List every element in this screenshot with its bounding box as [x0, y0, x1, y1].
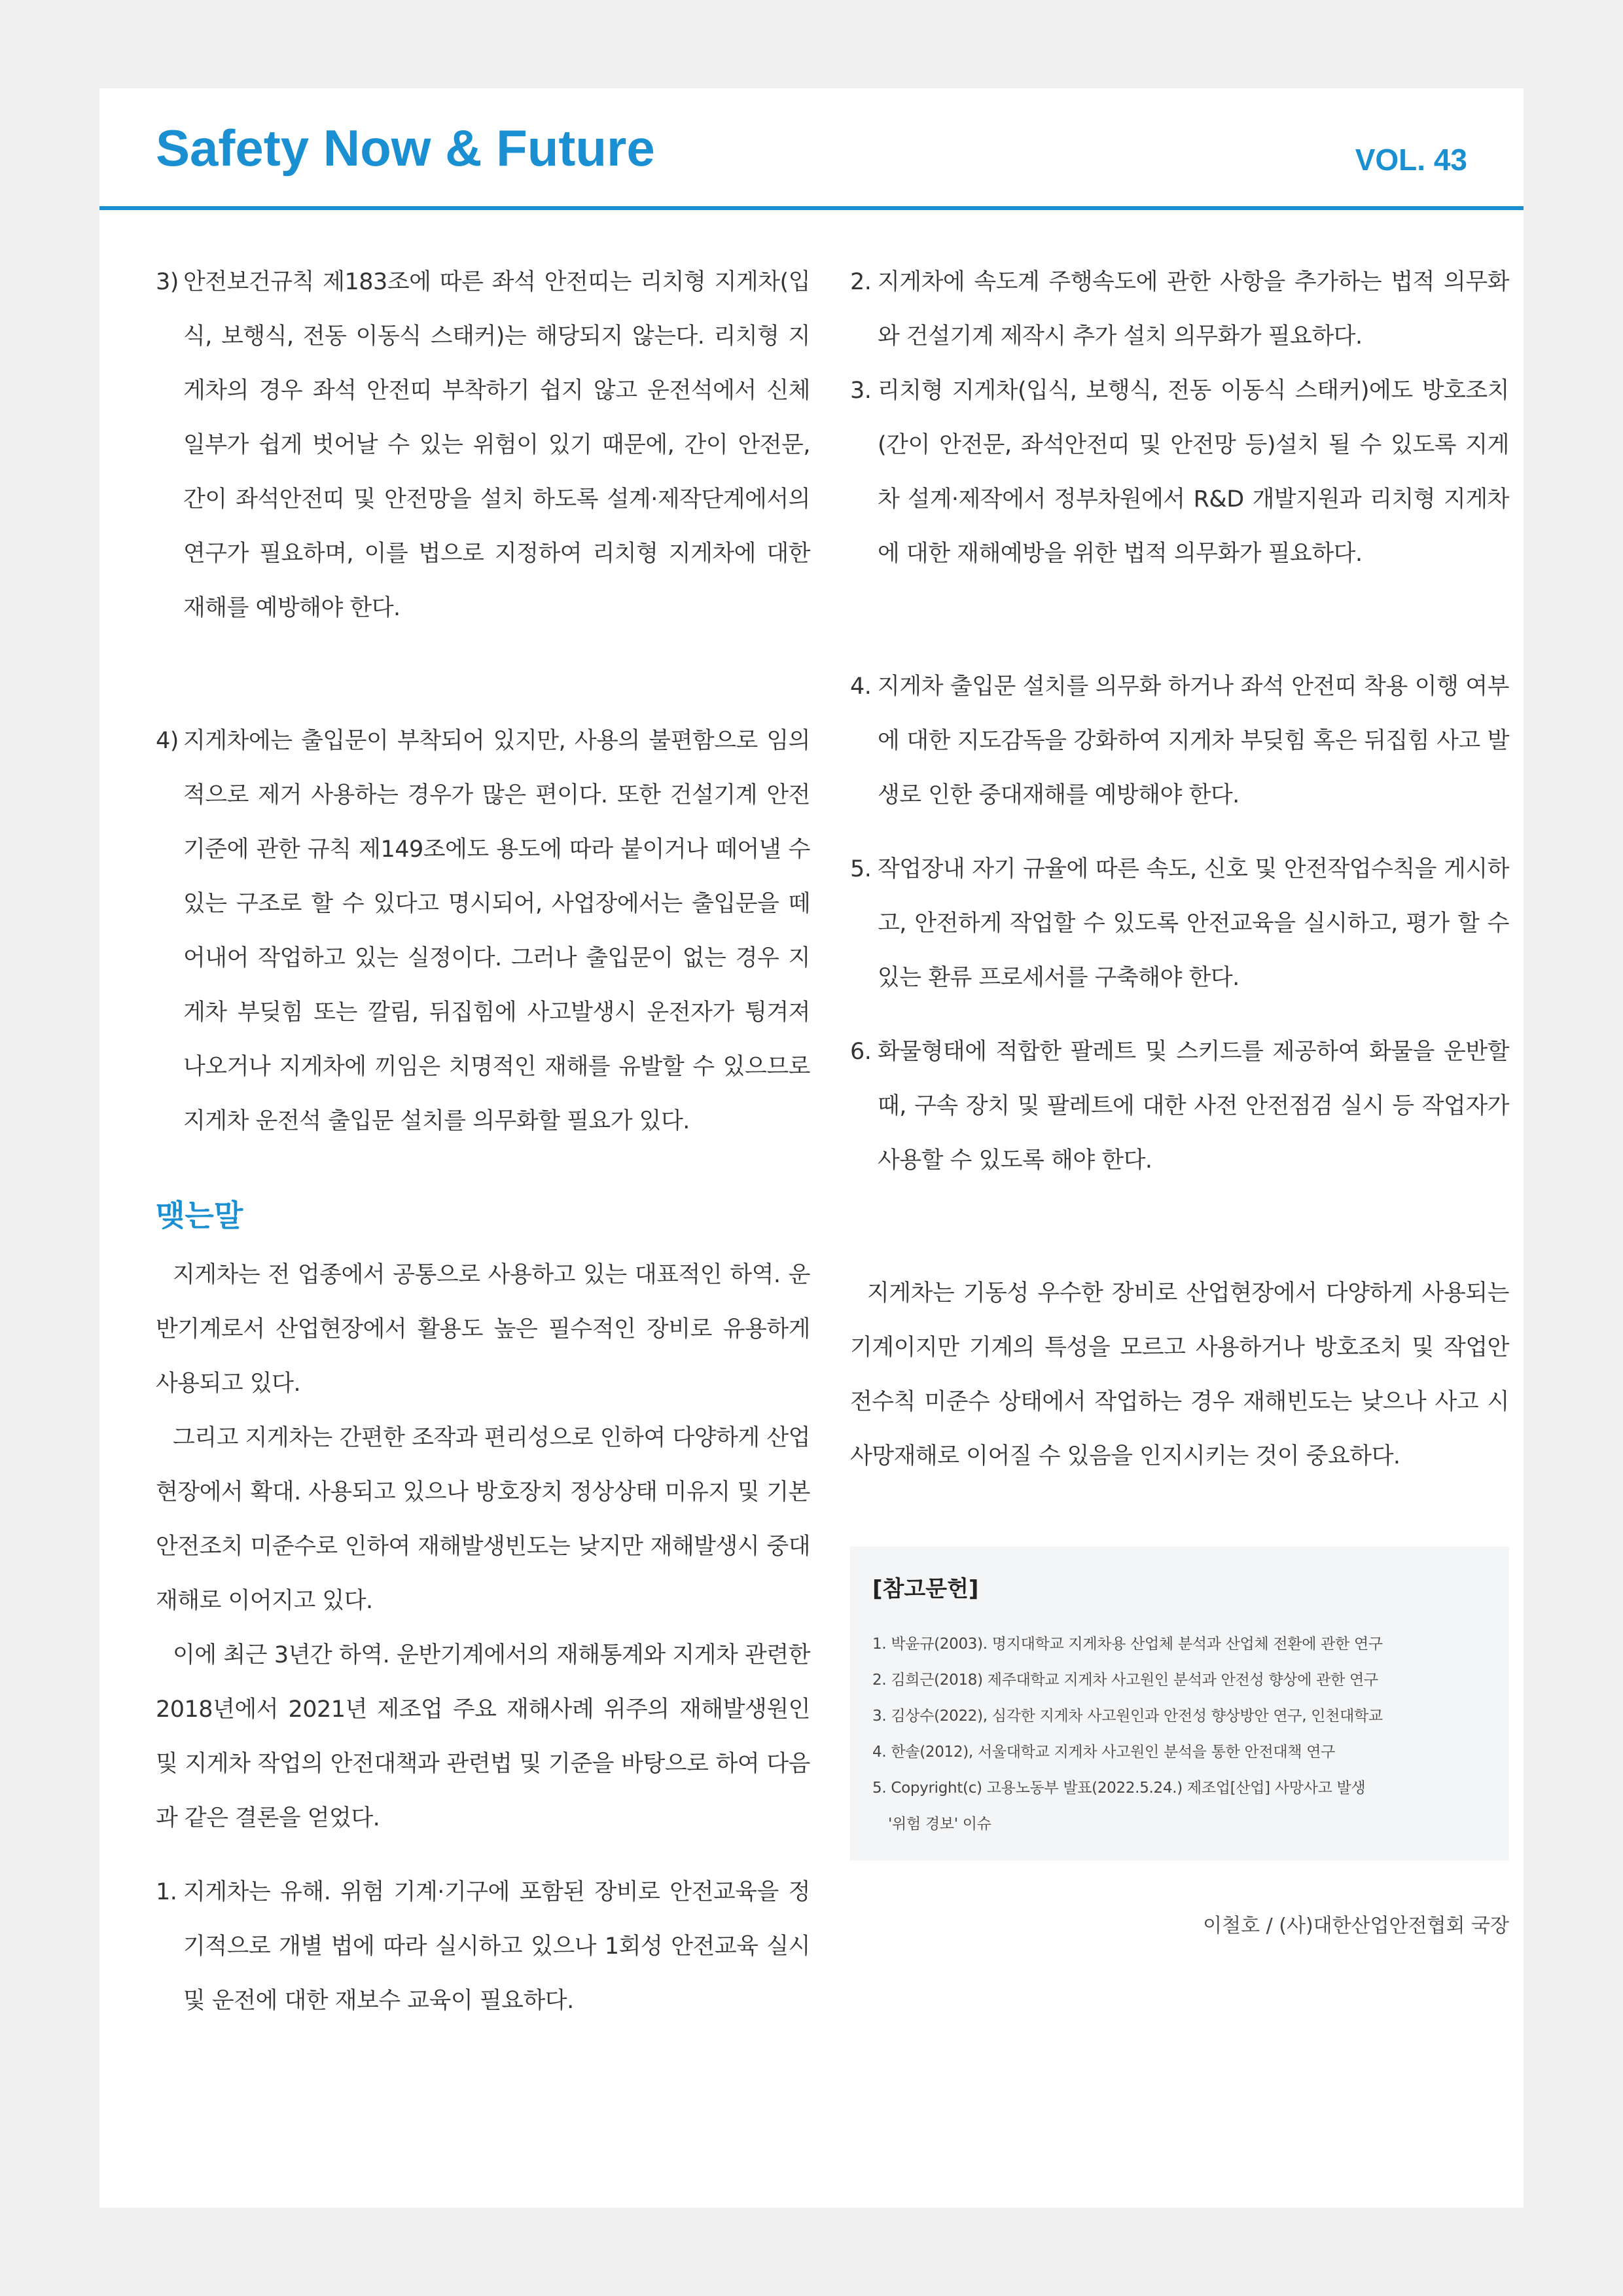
paragraph: 지게차는 전 업종에서 공통으로 사용하고 있는 대표적인 하역. 운반기계로서 산업현장에서 활용도 높은 필수적인 장비로 유용하게 사용되고 있다. — [156, 1262, 810, 1397]
right-column — [850, 255, 1509, 1946]
conclusion-item-2 — [850, 255, 1509, 364]
conclusion-item-3 — [850, 364, 1509, 581]
volume-number: VOL. 43 — [1355, 143, 1467, 177]
item-number: 2. — [850, 269, 872, 295]
item-text: 지게차는 유해. 위험 기계·기구에 포함된 장비로 안전교육을 정기적으로 개별 법에 따라 실시하고 있으나 1회성 안전교육 실시 및 운전에 대한 재보수 교육이 필요하다. — [183, 1879, 810, 2014]
item-number: 6. — [850, 1039, 872, 1065]
left-column — [156, 255, 810, 2028]
item-text: 지게차에는 출입문이 부착되어 있지만, 사용의 불편함으로 임의적으로 제거 사용하는 경우가 많은 편이다. 또한 건설기계 안전기준에 관한 규칙 제149조에도 용도에 따라 붙이거나 떼어낼 수 있는 구조로 할 수 있다고 명시되어, 사업장에서는 출입문을 떼어내어 작업하고 있는 실정이다. 그러나 출입문이 없는 경우 지게차 부딪힘 또는 깔림, 뒤집힘에 사고발생시 운전자가 튕겨져 나오거나 지게차에 끼임은 치명적인 재해를 유발할 수 있으므로 지게차 운전석 출입문 설치를 의무화할 필요가 있다. — [183, 728, 810, 1134]
reference-item: 2. 김희근(2018) 제주대학교 지게차 사고원인 분석과 안전성 향상에 관한 연구 — [872, 1672, 1378, 1689]
item-number: 4. — [850, 673, 872, 700]
page — [99, 88, 1524, 2208]
reference-item: 4. 한솔(2012), 서울대학교 지게차 사고원인 분석을 통한 안전대책 연구 — [872, 1744, 1336, 1761]
item-text: 안전보건규칙 제183조에 따른 좌석 안전띠는 리치형 지게차(입식, 보행식, 전동 이동식 스태커)는 해당되지 않는다. 리치형 지게차의 경우 좌석 안전띠 부착하기 쉽지 않고 운전석에서 신체 일부가 쉽게 벗어날 수 있는 위험이 있기 때문에, 간이 안전문, 간이 좌석안전띠 및 안전망을 설치 하도록 설계·제작단계에서의 연구가 필요하며, 이를 법으로 지정하여 리치형 지게차에 대한 재해를 예방해야 한다. — [183, 269, 810, 621]
magazine-title: Safety Now & Future — [156, 119, 655, 177]
conclusion-item-6 — [850, 1025, 1509, 1188]
reference-item: 3. 김상수(2022), 심각한 지게차 사고원인과 안전성 향상방안 연구, 인천대학교 — [872, 1708, 1383, 1725]
item-number: 3. — [850, 378, 872, 404]
item-number: 3) — [156, 269, 179, 295]
section-heading-conclusion: 맺는말 — [156, 1198, 243, 1233]
item-number: 4) — [156, 728, 179, 754]
reference-item: 5. Copyright(c) 고용노동부 발표(2022.5.24.) 제조업[산업] 사망사고 발생 — [872, 1780, 1366, 1797]
item-number: 1. — [156, 1879, 177, 1905]
references-title: [참고문헌] — [872, 1576, 979, 1602]
author-credit: 이철호 / (사)대한산업안전협회 국장 — [1203, 1914, 1509, 1937]
list-item-3 — [156, 255, 810, 636]
item-text: 작업장내 자기 규율에 따른 속도, 신호 및 안전작업수칙을 게시하고, 안전하게 작업할 수 있도록 안전교육을 실시하고, 평가 할 수 있는 환류 프로세서를 구축해야 한다. — [878, 856, 1509, 991]
paragraph: 그리고 지게차는 간편한 조작과 편리성으로 인하여 다양하게 산업현장에서 확대. 사용되고 있으나 방호장치 정상상태 미유지 및 기본안전조치 미준수로 인하여 재해발생빈도는 낮지만 재해발생시 중대재해로 이어지고 있다. — [156, 1425, 810, 1614]
item-text: 리치형 지게차(입식, 보행식, 전동 이동식 스태커)에도 방호조치(간이 안전문, 좌석안전띠 및 안전망 등)설치 될 수 있도록 지게차 설계·제작에서 정부차원에서 R&D 개발지원과 리치형 지게차에 대한 재해예방을 위한 법적 의무화가 필요하다. — [878, 378, 1509, 567]
reference-item: 1. 박윤규(2003). 명지대학교 지게차용 산업체 분석과 산업체 전환에 관한 연구 — [872, 1636, 1383, 1653]
item-text: 지게차에 속도계 주행속도에 관한 사항을 추가하는 법적 의무화와 건설기계 제작시 추가 설치 의무화가 필요하다. — [878, 269, 1509, 350]
reference-item-continued: '위험 경보' 이슈 — [888, 1816, 991, 1833]
conclusion-item-1 — [156, 1865, 810, 2028]
page-header — [99, 88, 1524, 210]
item-text: 화물형태에 적합한 팔레트 및 스키드를 제공하여 화물을 운반할 때, 구속 장치 및 팔레트에 대한 사전 안전점검 실시 등 작업자가 사용할 수 있도록 해야 한다. — [878, 1039, 1509, 1174]
references-box — [850, 1547, 1509, 1861]
closing-paragraph: 지게차는 기동성 우수한 장비로 산업현장에서 다양하게 사용되는 기계이지만 기계의 특성을 모르고 사용하거나 방호조치 및 작업안전수칙 미준수 상태에서 작업하는 경우 재해빈도는 낮으나 사고 시 사망재해로 이어질 수 있음을 인지시키는 것이 중요하다. — [850, 1280, 1509, 1469]
conclusion-item-4 — [850, 660, 1509, 823]
paragraph: 이에 최근 3년간 하역. 운반기계에서의 재해통계와 지게차 관련한 2018년에서 2021년 제조업 주요 재해사례 위주의 재해발생원인 및 지게차 작업의 안전대책과 관련법 및 기준을 바탕으로 하여 다음과 같은 결론을 얻었다. — [156, 1642, 810, 1831]
item-text: 지게차 출입문 설치를 의무화 하거나 좌석 안전띠 착용 이행 여부에 대한 지도감독을 강화하여 지게차 부딪힘 혹은 뒤집힘 사고 발생로 인한 중대재해를 예방해야 한다. — [878, 673, 1509, 808]
list-item-4 — [156, 714, 810, 1149]
conclusion-item-5 — [850, 842, 1509, 1005]
item-number: 5. — [850, 856, 872, 882]
